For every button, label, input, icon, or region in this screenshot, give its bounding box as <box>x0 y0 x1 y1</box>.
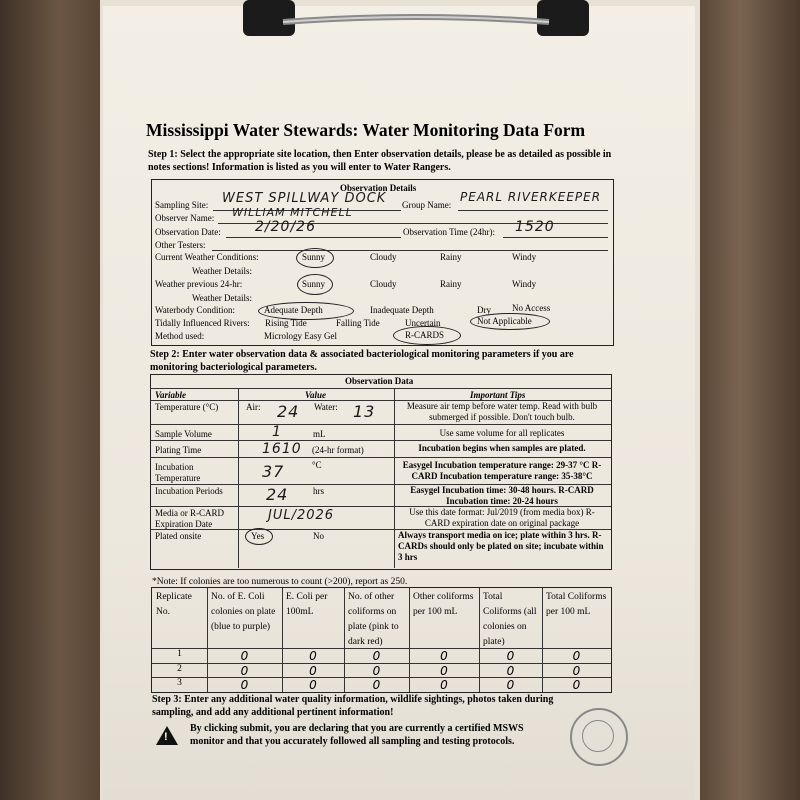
incubation-temperature-tip: Easygel Incubation temperature range: 29-37 °C R-CARD Incubation temperature range: 35-38°C <box>402 460 602 481</box>
method-selection-circle <box>393 326 461 345</box>
temperature-air-label: Air: <box>246 402 261 412</box>
replicate-table <box>151 587 612 693</box>
weather-details-label: Weather Details: <box>192 266 252 276</box>
replicate-header-1: No. of E. Coli colonies on plate (blue to purple) <box>211 592 276 632</box>
observation-time-line <box>503 237 608 238</box>
previous-weather-sunny[interactable]: Sunny <box>302 279 326 289</box>
group-name-label: Group Name: <box>402 200 452 210</box>
method-label: Method used: <box>155 331 205 341</box>
sampling-site-label: Sampling Site: <box>155 200 209 210</box>
replicate-header-5: Total Coliforms (all colonies on plate) <box>483 592 537 647</box>
previous-weather-selection-circle <box>297 274 333 295</box>
col-variable-header: Variable <box>155 390 187 400</box>
plated-onsite-selection-circle <box>245 528 273 545</box>
replicate-number: 2 <box>177 663 182 674</box>
replicate-cell[interactable]: 0 <box>372 649 381 663</box>
current-weather-windy[interactable]: Windy <box>512 252 537 262</box>
other-testers-label: Other Testers: <box>155 240 206 250</box>
observer-name-value[interactable]: WILLIAM MITCHELL <box>232 206 353 219</box>
plated-onsite-no[interactable]: No <box>313 531 324 541</box>
waterbody-condition-label: Waterbody Condition: <box>155 305 236 315</box>
plating-time-unit: (24-hr format) <box>312 445 364 455</box>
incubation-periods-tip: Easygel Incubation time: 30-48 hours. R-CARD Incubation time: 20-24 hours <box>410 485 594 506</box>
replicate-cell[interactable]: 0 <box>309 663 317 678</box>
observation-date-line <box>226 237 401 238</box>
plated-onsite-tip: Always transport media on ice; plate within 3 hrs. R-CARDs should only be plated on site; incubate within 3 hrs <box>398 530 604 562</box>
replicate-number: 1 <box>177 649 182 659</box>
waterbody-inadequate-depth[interactable]: Inadequate Depth <box>370 305 434 315</box>
col-value-header: Value <box>305 390 327 400</box>
binder-clip-icon <box>243 0 589 38</box>
replicate-cell[interactable]: 0 <box>506 649 515 663</box>
group-name-value[interactable]: PEARL RIVERKEEPER <box>460 190 602 204</box>
replicate-cell[interactable]: 0 <box>240 678 249 692</box>
replicate-cell[interactable]: 0 <box>240 663 249 678</box>
incubation-periods-value[interactable]: 24 <box>266 485 289 504</box>
replicate-header-0: Replicate No. <box>156 592 192 617</box>
step2-instructions: Step 2: Enter water observation data & associated bacteriological monitoring parameters if you are monitoring bacteriological parameters. <box>150 349 574 373</box>
air-temperature-value[interactable]: 24 <box>277 402 300 421</box>
table-divider <box>150 388 611 389</box>
sample-volume-label: Sample Volume <box>155 429 212 439</box>
replicate-cell[interactable]: 0 <box>572 678 581 692</box>
waterbody-no-access[interactable]: No Access <box>512 303 551 313</box>
incubation-periods-label: Incubation Periods <box>155 486 223 496</box>
replicate-cell[interactable]: 0 <box>309 678 317 692</box>
replicate-cell[interactable]: 0 <box>572 649 581 663</box>
table-divider <box>394 388 395 568</box>
observation-time-value[interactable]: 1520 <box>515 219 555 235</box>
msws-seal-inner-icon <box>582 720 614 752</box>
replicate-cell[interactable]: 0 <box>506 678 515 692</box>
wood-surface-left <box>0 0 100 800</box>
table-divider <box>150 457 611 458</box>
previous-weather-rainy[interactable]: Rainy <box>440 279 462 289</box>
plated-onsite-label: Plated onsite <box>155 531 202 541</box>
observation-data-heading: Observation Data <box>345 376 414 386</box>
incubation-periods-unit: hrs <box>313 486 324 496</box>
temperature-label: Temperature (°C) <box>155 402 219 412</box>
sampling-site-value[interactable]: WEST SPILLWAY DOCK <box>222 191 387 206</box>
plating-time-label: Plating Time <box>155 445 202 455</box>
media-expiration-tip: Use this date format: Jul/2019 (from media box) R-CARD expiration date on original package <box>409 507 595 528</box>
disclaimer-text: By clicking submit, you are declaring that you are currently a certified MSWS monitor and that you accurately followed all sampling and testing protocols. <box>190 723 524 747</box>
incubation-temperature-label: Incubation Temperature <box>155 462 201 483</box>
plated-onsite-yes[interactable]: Yes <box>251 531 265 541</box>
previous-weather-label: Weather previous 24-hr: <box>155 279 243 289</box>
sample-volume-tip: Use same volume for all replicates <box>439 428 565 438</box>
current-weather-rainy[interactable]: Rainy <box>440 252 462 262</box>
waterbody-dry[interactable]: Dry <box>477 305 491 315</box>
waterbody-adequate-depth[interactable]: Adequate Depth <box>264 305 323 315</box>
replicate-header-2: E. Coli per 100mL <box>286 592 328 617</box>
col-tips-header: Important Tips <box>470 390 526 400</box>
current-weather-cloudy[interactable]: Cloudy <box>370 252 397 262</box>
previous-weather-windy[interactable]: Windy <box>512 279 537 289</box>
table-divider <box>238 388 239 568</box>
replicate-cell[interactable]: 0 <box>572 663 581 678</box>
incubation-temperature-unit: °C <box>312 460 322 470</box>
group-name-line <box>458 210 608 211</box>
media-expiration-value[interactable]: JUL/2026 <box>268 508 335 523</box>
sample-volume-value[interactable]: 1 <box>272 424 282 440</box>
replicate-cell[interactable]: 0 <box>440 663 448 678</box>
tidal-rising[interactable]: Rising Tide <box>265 318 307 328</box>
sample-volume-unit: mL <box>313 429 326 439</box>
tidal-falling[interactable]: Falling Tide <box>336 318 380 328</box>
tidal-selection-circle <box>470 313 550 330</box>
tidal-not-applicable[interactable]: Not Applicable <box>477 316 532 326</box>
tidal-label: Tidally Influenced Rivers: <box>155 318 250 328</box>
warning-icon-mark: ! <box>164 731 168 743</box>
replicate-cell[interactable]: 0 <box>240 649 249 663</box>
replicate-cell[interactable]: 0 <box>372 663 381 678</box>
replicate-cell[interactable]: 0 <box>506 663 515 678</box>
replicate-cell[interactable]: 0 <box>440 649 448 663</box>
current-weather-selection-circle <box>296 248 334 268</box>
replicate-header-3: No. of other coliforms on plate (pink to dark red) <box>348 592 399 647</box>
current-weather-sunny[interactable]: Sunny <box>302 252 326 262</box>
step1-instructions: Step 1: Select the appropriate site location, then Enter observation details, please be as detailed as possible in notes sections! Information is listed as you will enter to Water Rangers. <box>148 149 612 173</box>
water-temperature-value[interactable]: 13 <box>353 402 376 421</box>
method-easy-gel[interactable]: Micrology Easy Gel <box>264 331 337 341</box>
plating-time-value[interactable]: 1610 <box>262 441 302 457</box>
replicate-cell[interactable]: 0 <box>440 678 448 692</box>
replicate-number: 3 <box>177 678 182 688</box>
colony-note: *Note: If colonies are too numerous to count (>200), report as 250. <box>152 577 408 587</box>
replicate-cell[interactable]: 0 <box>372 678 381 692</box>
replicate-header-6: Total Coliforms per 100 mL <box>546 592 607 617</box>
table-divider <box>150 424 611 425</box>
observer-name-label: Observer Name: <box>155 213 215 223</box>
current-weather-label: Current Weather Conditions: <box>155 252 259 262</box>
wood-surface-right <box>700 0 800 800</box>
step3-instructions: Step 3: Enter any additional water quality information, wildlife sightings, photos taken during sampling, and add any additional pertinent information! <box>152 694 554 718</box>
temperature-tip: Measure air temp before water temp. Read with bulb submerged if possible. Don't touch bulb. <box>406 401 598 422</box>
observation-date-label: Observation Date: <box>155 227 221 237</box>
method-rcards[interactable]: R-CARDS <box>405 330 445 340</box>
incubation-temperature-value[interactable]: 37 <box>262 462 285 481</box>
observation-date-value[interactable]: 2/20/26 <box>255 219 316 235</box>
table-divider <box>150 440 611 441</box>
temperature-water-label: Water: <box>314 402 338 412</box>
replicate-cell[interactable]: 0 <box>309 649 317 663</box>
media-expiration-label: Media or R-CARD Expiration Date <box>155 508 224 529</box>
observation-time-label: Observation Time (24hr): <box>403 227 495 237</box>
observation-details-heading: Observation Details <box>340 183 417 193</box>
replicate-header-4: Other coliforms per 100 mL <box>413 592 474 617</box>
previous-weather-cloudy[interactable]: Cloudy <box>370 279 397 289</box>
plating-time-tip: Incubation begins when samples are plated. <box>418 443 586 453</box>
tidal-uncertain[interactable]: Uncertain <box>405 318 441 328</box>
other-testers-line <box>212 250 608 251</box>
form-title: Mississippi Water Stewards: Water Monitoring Data Form <box>146 120 586 140</box>
previous-weather-details-label: Weather Details: <box>192 293 252 303</box>
